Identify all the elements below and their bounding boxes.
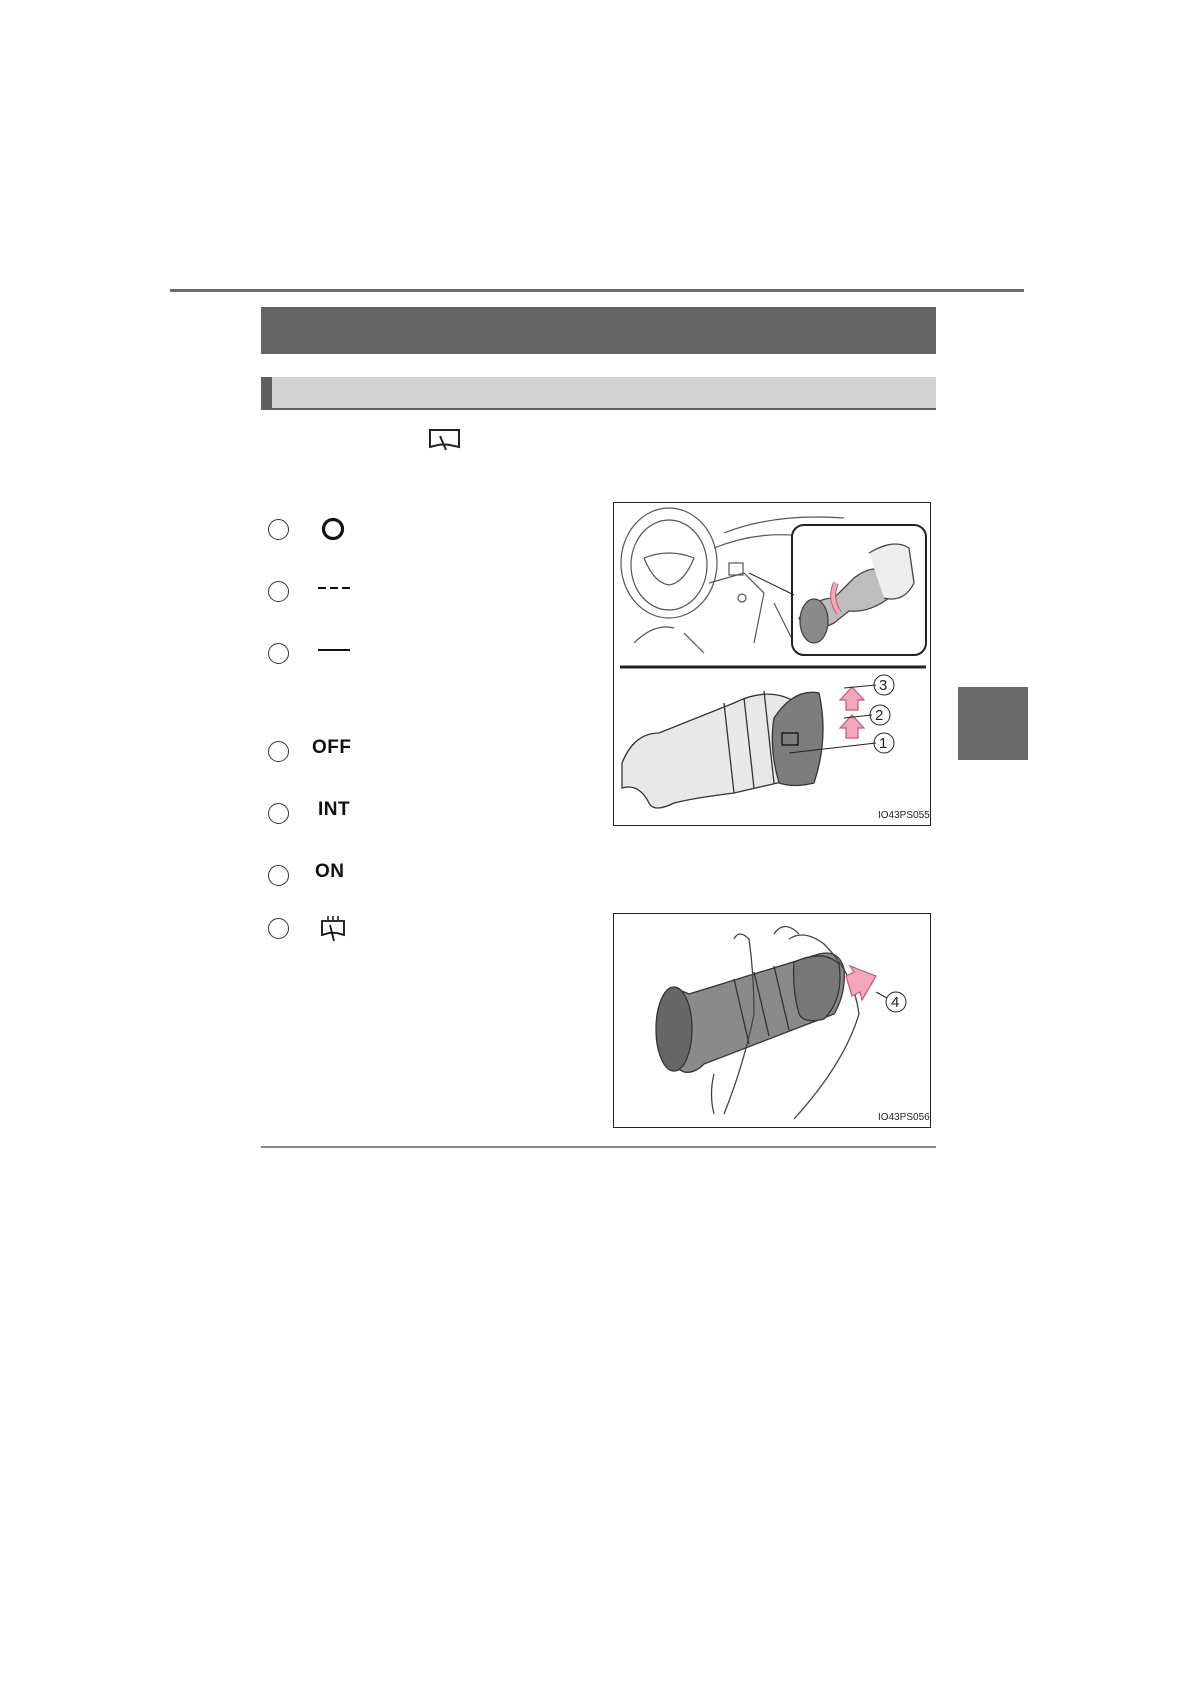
step-circle — [268, 865, 289, 886]
step-circle — [268, 643, 289, 664]
step-circle — [268, 803, 289, 824]
mode-label-int: INT — [318, 799, 351, 820]
step-circle — [268, 581, 289, 602]
rear-wiper-icon — [428, 428, 461, 452]
subsection-heading-bar — [261, 377, 936, 410]
step-circle — [268, 741, 289, 762]
mode-label-off: OFF — [312, 737, 352, 758]
mode-label-on: ON — [315, 861, 345, 882]
callout-3: 3 — [879, 677, 888, 694]
figure-lever-push — [613, 913, 931, 1128]
figure-lever-positions — [613, 502, 931, 826]
figure-code: IO43PS055 — [878, 810, 930, 821]
callout-4: 4 — [891, 994, 900, 1011]
subsection-accent — [261, 377, 272, 408]
callout-1: 1 — [879, 735, 888, 752]
figure-code: IO43PS056 — [878, 1112, 930, 1123]
dashed-line-icon — [317, 583, 351, 593]
lever-positions-illustration — [614, 503, 931, 826]
section-heading-bar — [261, 307, 936, 354]
circle-ring-icon — [320, 516, 346, 542]
lever-push-illustration — [614, 914, 931, 1128]
movement-arrows — [840, 687, 864, 738]
top-rule — [170, 289, 1024, 292]
chapter-side-tab — [958, 687, 1028, 760]
rear-washer-icon — [319, 915, 347, 943]
bottom-rule — [261, 1146, 936, 1148]
push-arrow — [846, 966, 876, 1000]
solid-line-icon — [317, 646, 351, 654]
step-circle — [268, 519, 289, 540]
callout-2: 2 — [875, 707, 884, 724]
step-circle — [268, 918, 289, 939]
